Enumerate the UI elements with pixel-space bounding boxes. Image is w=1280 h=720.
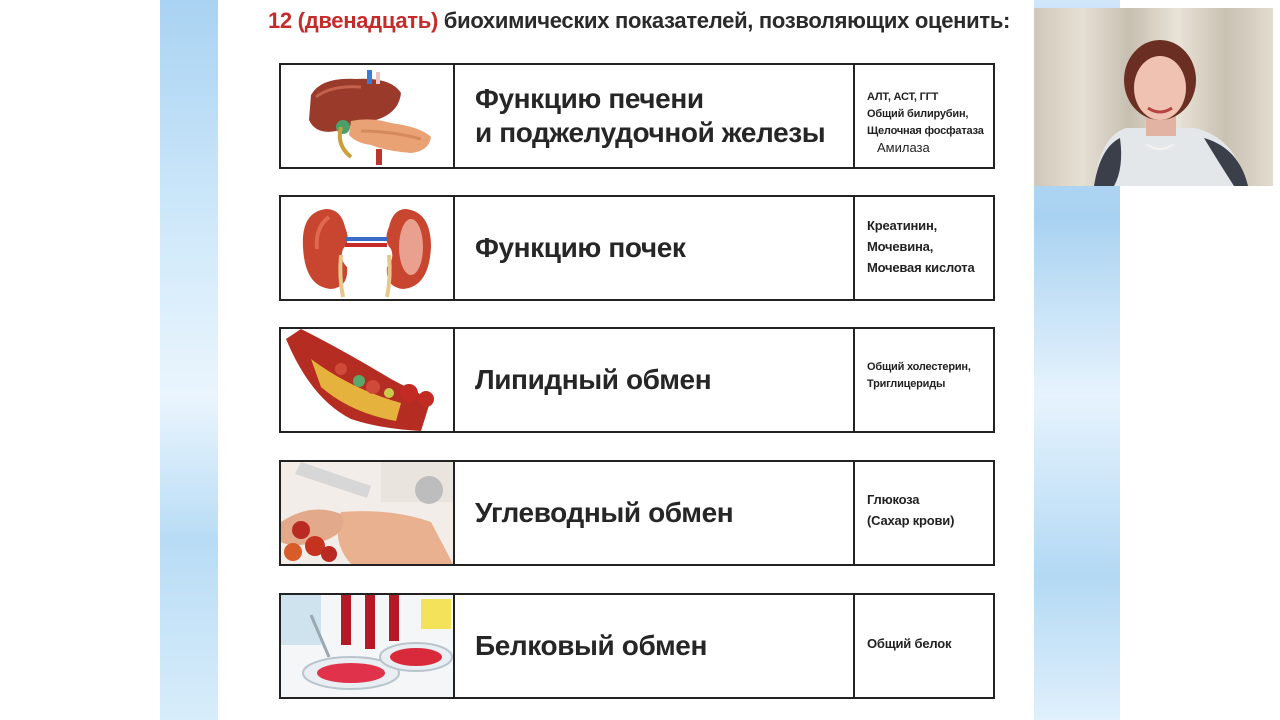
test-item: Щелочная фосфатаза (867, 125, 984, 137)
row-name-cell (455, 65, 855, 167)
row-name: Углеводный обмен (475, 497, 734, 528)
slide-title-count: 12 (двенадцать) (268, 8, 438, 33)
test-item: Триглицериды (867, 378, 946, 390)
presenter-video (1034, 8, 1273, 186)
slide-backdrop-left (160, 0, 218, 720)
row-name: Липидный обмен (475, 364, 712, 395)
blood-tubes-petri-photo (281, 595, 455, 697)
row-name-cell (455, 462, 855, 564)
test-item: Общий холестерин, (867, 361, 971, 373)
table-row-carbs (279, 460, 995, 566)
test-item: Общий билирубин, (867, 108, 969, 120)
row-name: Белковый обмен (475, 630, 707, 661)
test-item: Мочевина, (867, 239, 934, 254)
row-name-cell (455, 329, 855, 431)
row-tests-cell (855, 65, 993, 167)
test-item: Мочевая кислота (867, 260, 975, 275)
test-item: Креатинин, (867, 218, 938, 233)
kidneys-illustration (281, 197, 455, 299)
slide-title-text: биохимических показателей, позволяющих оценить: (438, 8, 1011, 33)
row-name: Функцию печени и поджелудочной железы (475, 83, 826, 148)
liver-pancreas-illustration (281, 65, 455, 167)
row-name-cell (455, 197, 855, 299)
row-name: Функцию почек (475, 232, 686, 263)
test-item: Общий белок (867, 636, 952, 651)
row-tests-cell (855, 329, 993, 431)
row-tests-cell (855, 197, 993, 299)
artery-plaque-illustration (281, 329, 455, 431)
slide-title (268, 8, 1028, 34)
row-tests-cell (855, 595, 993, 697)
table-row-kidneys (279, 195, 995, 301)
table-row-lipids (279, 327, 995, 433)
test-item: АЛТ, АСТ, ГГТ (867, 91, 939, 103)
test-item: (Сахар крови) (867, 513, 955, 528)
row-name-cell (455, 595, 855, 697)
table-row-protein (279, 593, 995, 699)
row-tests-cell (855, 462, 993, 564)
table-row-liver (279, 63, 995, 169)
handwritten-note: Амилаза (877, 140, 930, 155)
glucose-meter-photo (281, 462, 455, 564)
test-item: Глюкоза (867, 492, 920, 507)
